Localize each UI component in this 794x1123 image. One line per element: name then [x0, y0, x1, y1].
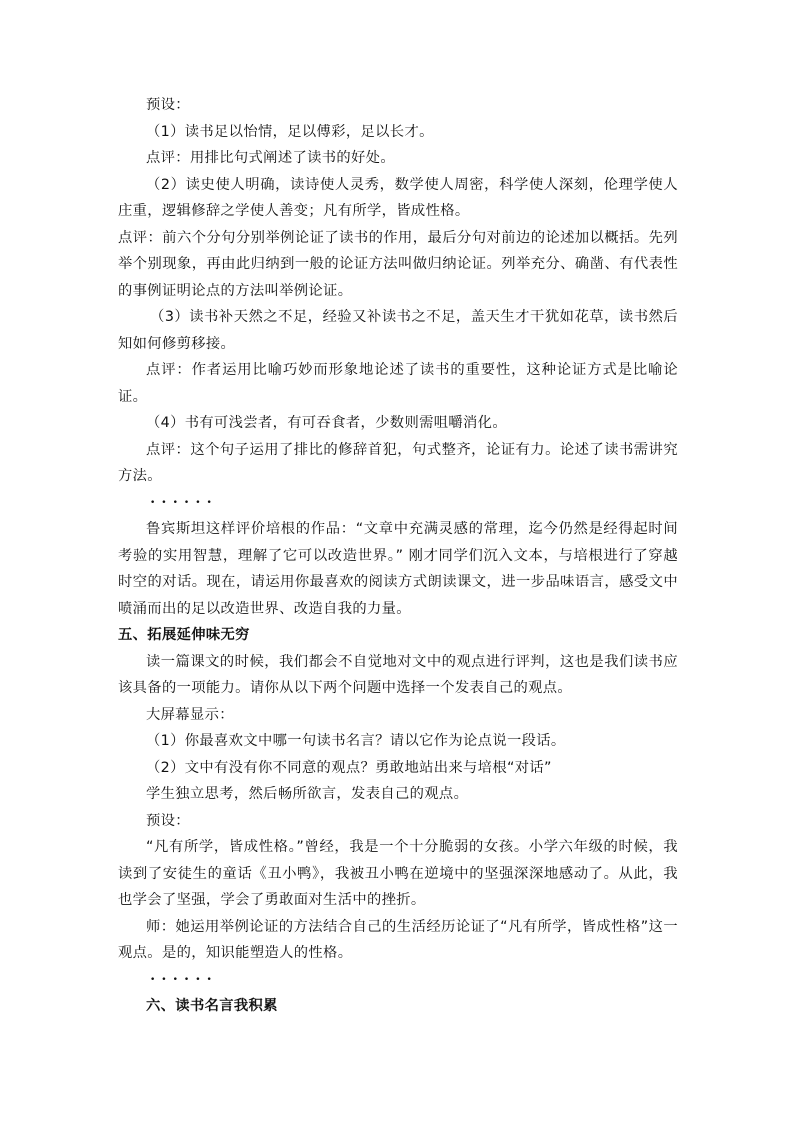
quote-3: （3）读书补天然之不足，经验又补读书之不足，盖天生才干犹如花草，读书然后知如何修剪移接。 [118, 309, 678, 352]
teacher-comment: 师：她运用举例论证的方法结合自己的生活经历论证了“凡有所学，皆成性格”这一观点。是的，知识能塑造人的性格。 [118, 918, 678, 961]
question-1: （1）你最喜欢文中哪一句读书名言？请以它作为论点说一段话。 [146, 733, 566, 749]
preset-label: 预设： [146, 97, 190, 113]
screen-label: 大屏幕显示： [146, 706, 234, 723]
section-heading-5: 五、拓展延伸味无穷 [118, 627, 250, 643]
quote-1: （1）读书足以怡情，足以傅彩，足以长才。 [146, 123, 434, 140]
document-body [118, 92, 678, 1020]
comment-3: 点评：作者运用比喻巧妙而形象地论述了读书的重要性，这种论证方式是比喻论证。 [118, 362, 678, 405]
comment-4: 点评：这个句子运用了排比的修辞首犯，句式整齐，论证有力。论述了读书需讲究方法。 [118, 441, 678, 484]
paragraph-intro: 读一篇课文的时候，我们都会不自觉地对文中的观点进行评判，这也是我们读书应该具备的一项能力。请你从以下两个问题中选择一个发表自己的观点。 [118, 653, 678, 696]
quote-4: （4）书有可浅尝者，有可吞食者，少数则需咀嚼消化。 [146, 415, 507, 431]
paragraph-rubinstein: 鲁宾斯坦这样评价培根的作品：“文章中充满灵感的常理，迄今仍然是经得起时间考验的实用智慧，理解了它可以改造世界。” 刚才同学们沉入文本，与培根进行了穿越时空的对话。现在，请运用你最喜欢的阅读方式朗读课文，进一步品味语言，感受文中喷涌而出的足以改造世界、改造自我的力量。 [118, 521, 678, 617]
comment-2: 点评：前六个分句分别举例论证了读书的作用，最后分句对前边的论述加以概括。先列举个别现象，再由此归纳到一般的论证方法叫做归纳论证。列举充分、确凿、有代表性的事例证明论点的方法叫举例论证。 [118, 229, 678, 299]
preset-label-2: 预设： [146, 812, 190, 829]
sample-answer: “凡有所学，皆成性格。”曾经，我是一个十分脆弱的女孩。小学六年级的时候，我读到了安徒生的童话《丑小鸭》，我被丑小鸭在逆境中的坚强深深地感动了。从此，我也学会了坚强，学会了勇敢面对生活中的挫折。 [118, 839, 678, 908]
student-instruction: 学生独立思考，然后畅所欲言，发表自己的观点。 [146, 786, 469, 802]
ellipsis-divider: •••••• [150, 974, 218, 985]
ellipsis-divider: •••••• [150, 497, 218, 508]
quote-2: （2）读史使人明确，读诗使人灵秀，数学使人周密，科学使人深刻，伦理学使人庄重，逻辑修辞之学使人善变；凡有所学，皆成性格。 [118, 176, 678, 219]
section-heading-6: 六、读书名言我积累 [146, 998, 278, 1014]
question-2: （2）文中有没有你不同意的观点？勇敢地站出来与培根“对话” [146, 759, 552, 776]
comment-1: 点评：用排比句式阐述了读书的好处。 [146, 150, 395, 166]
